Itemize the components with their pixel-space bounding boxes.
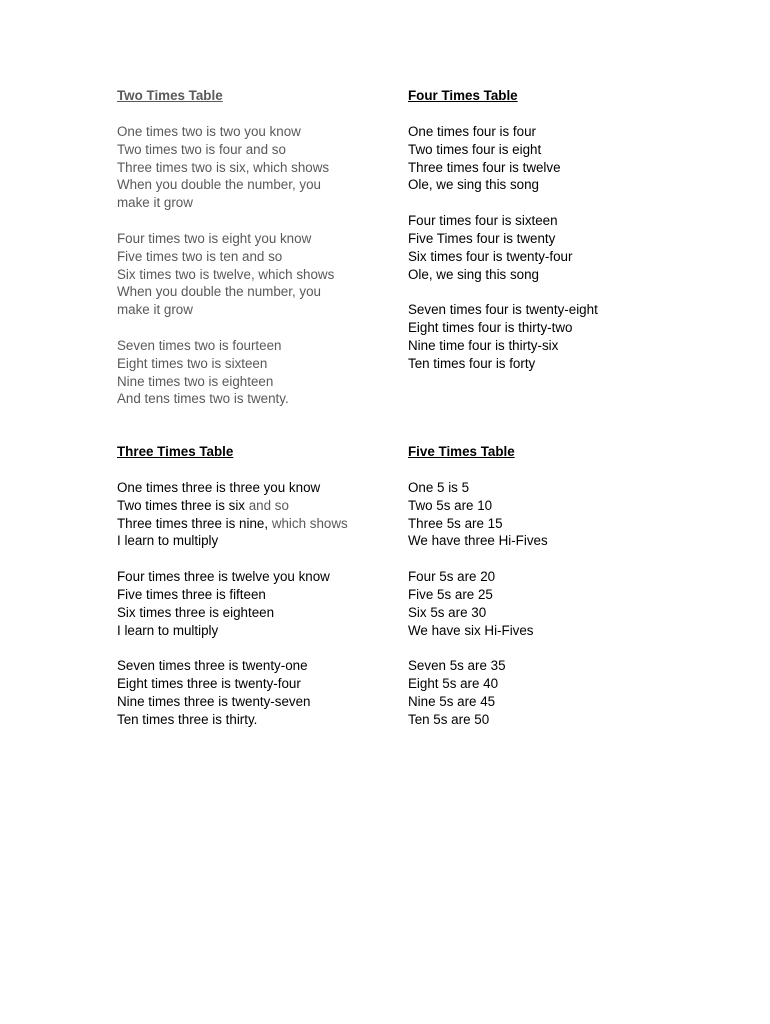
three-stanza-2-line-3: Six times three is eighteen xyxy=(117,604,275,620)
five-times-table-title: Five Times Table xyxy=(408,444,515,459)
four-stanza-1-line-3: Three times four is twelve xyxy=(408,159,561,175)
five-stanza-2-line-2: Five 5s are 25 xyxy=(408,586,493,602)
five-stanza-1-line-2: Two 5s are 10 xyxy=(408,497,493,513)
two-stanza-2-line-3: Six times two is twelve, which shows xyxy=(117,266,335,282)
five-stanza-3 xyxy=(408,657,688,728)
five-stanza-1 xyxy=(408,479,688,550)
two-stanza-3-line-2: Eight times two is sixteen xyxy=(117,355,268,371)
five-stanza-2-line-1: Four 5s are 20 xyxy=(408,569,496,585)
four-times-table-title: Four Times Table xyxy=(408,88,518,103)
three-stanza-2-line-1: Four times three is twelve you know xyxy=(117,569,330,585)
four-stanza-2-line-1: Four times four is sixteen xyxy=(408,213,558,229)
four-stanza-2-line-2: Five Times four is twenty xyxy=(408,230,556,246)
three-stanza-3-line-4: Ten times three is thirty. xyxy=(117,711,258,727)
two-stanza-2-line-1: Four times two is eight you know xyxy=(117,230,312,246)
three-stanza-3-line-1: Seven times three is twenty-one xyxy=(117,658,308,674)
three-stanza-1-line-1: One times three is three you know xyxy=(117,480,321,495)
five-times-table-section xyxy=(408,443,688,729)
five-stanza-2-line-4: We have six Hi-Fives xyxy=(408,622,534,638)
five-stanza-2-line-3: Six 5s are 30 xyxy=(408,604,487,620)
four-stanza-3-line-4: Ten times four is forty xyxy=(408,355,536,371)
four-stanza-2 xyxy=(408,212,688,283)
three-stanza-1 xyxy=(117,479,397,550)
four-stanza-1-line-4: Ole, we sing this song xyxy=(408,177,539,193)
two-stanza-3-line-1: Seven times two is fourteen xyxy=(117,337,282,353)
four-stanza-3-line-1: Seven times four is twenty-eight xyxy=(408,302,598,318)
four-stanza-1-line-1: One times four is four xyxy=(408,124,537,139)
five-stanza-3-line-3: Nine 5s are 45 xyxy=(408,693,496,709)
four-stanza-3 xyxy=(408,301,688,372)
three-stanza-1-line-2-tail: and so xyxy=(245,497,289,513)
three-stanza-1-line-3 xyxy=(117,515,397,533)
five-stanza-3-line-2: Eight 5s are 40 xyxy=(408,676,499,692)
three-times-table-title: Three Times Table xyxy=(117,444,234,459)
four-times-table-section xyxy=(408,87,688,373)
two-stanza-1-line-3: Three times two is six, which shows xyxy=(117,159,330,175)
five-stanza-1-line-4: We have three Hi-Fives xyxy=(408,533,548,549)
two-stanza-1-line-4: When you double the number, you make it grow xyxy=(117,177,321,211)
three-stanza-2 xyxy=(117,568,397,639)
four-stanza-2-line-4: Ole, we sing this song xyxy=(408,266,539,282)
three-stanza-3-line-3: Nine times three is twenty-seven xyxy=(117,693,311,709)
five-stanza-1-line-1: One 5 is 5 xyxy=(408,480,470,495)
two-stanza-1-line-2: Two times two is four and so xyxy=(117,141,286,157)
three-stanza-3-line-2: Eight times three is twenty-four xyxy=(117,676,301,692)
four-stanza-2-line-3: Six times four is twenty-four xyxy=(408,248,573,264)
five-stanza-1-line-3: Three 5s are 15 xyxy=(408,515,503,531)
four-stanza-3-line-2: Eight times four is thirty-two xyxy=(408,320,573,336)
four-stanza-3-line-3: Nine time four is thirty-six xyxy=(408,337,559,353)
two-stanza-2-line-2: Five times two is ten and so xyxy=(117,248,283,264)
five-stanza-3-line-1: Seven 5s are 35 xyxy=(408,658,506,674)
three-stanza-2-line-2: Five times three is fifteen xyxy=(117,586,266,602)
three-stanza-1-line-4: I learn to multiply xyxy=(117,533,219,549)
three-stanza-1-line-3-main: Three times three is nine, xyxy=(117,515,269,531)
four-stanza-1 xyxy=(408,123,688,194)
two-stanza-1-line-1: One times two is two you know xyxy=(117,124,301,139)
three-stanza-1-line-3-tail: which shows xyxy=(268,515,348,531)
two-stanza-2-line-4: When you double the number, you make it grow xyxy=(117,284,321,318)
five-stanza-2 xyxy=(408,568,688,639)
five-stanza-3-line-4: Ten 5s are 50 xyxy=(408,711,490,727)
two-stanza-2 xyxy=(117,230,397,319)
two-stanza-3-line-4: And tens times two is twenty. xyxy=(117,391,289,407)
two-stanza-3 xyxy=(117,337,397,408)
two-stanza-1 xyxy=(117,123,397,212)
two-times-table-section xyxy=(117,87,397,408)
two-stanza-3-line-3: Nine times two is eighteen xyxy=(117,373,274,389)
three-stanza-1-line-2 xyxy=(117,497,397,515)
three-times-table-section xyxy=(117,443,397,729)
three-stanza-3 xyxy=(117,657,397,728)
three-stanza-1-line-2-main: Two times three is six xyxy=(117,497,245,513)
two-times-table-title: Two Times Table xyxy=(117,88,223,103)
three-stanza-2-line-4: I learn to multiply xyxy=(117,622,219,638)
four-stanza-1-line-2: Two times four is eight xyxy=(408,141,542,157)
